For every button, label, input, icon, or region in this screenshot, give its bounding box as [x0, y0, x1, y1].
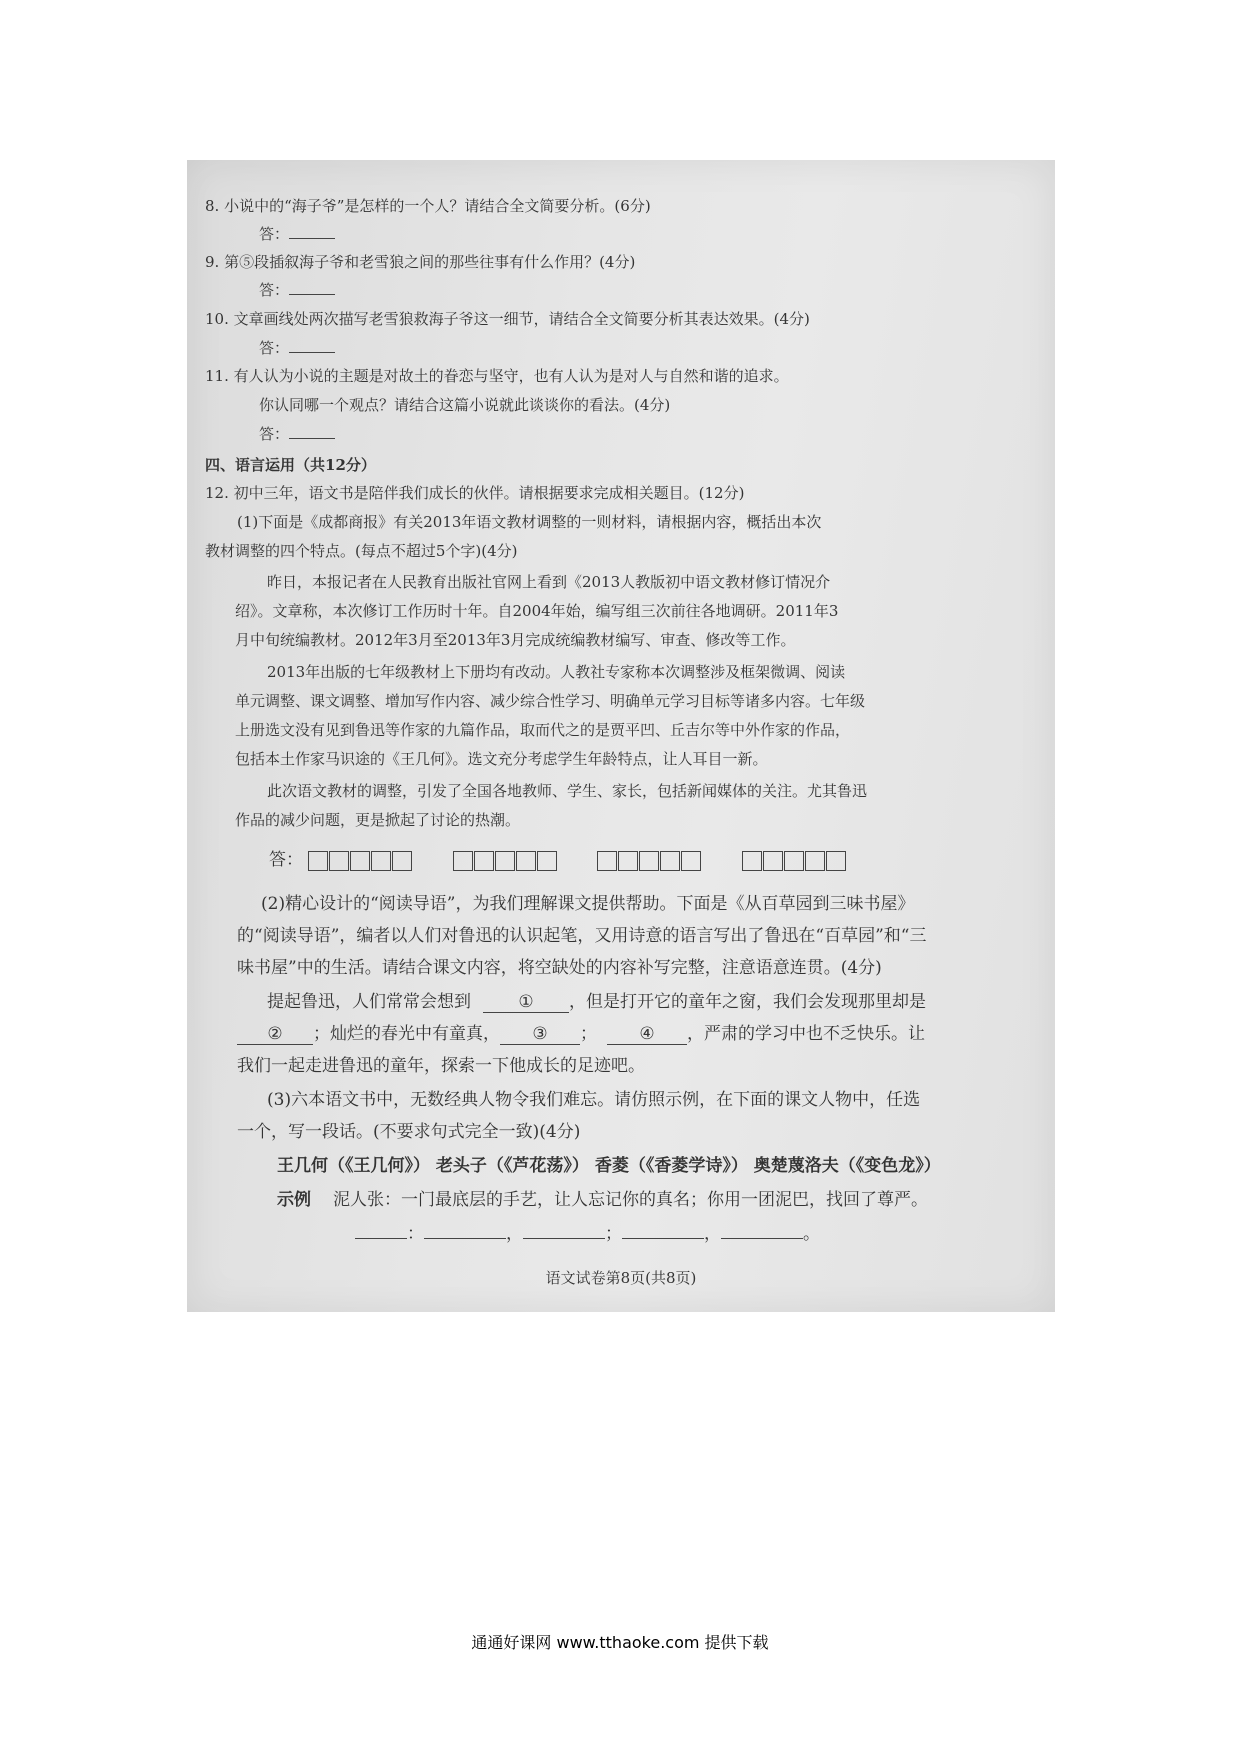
question-12-1-cont: 教材调整的四个特点。(每点不超过5个字)(4分): [205, 542, 518, 560]
answer-box-group-4[interactable]: [742, 849, 847, 873]
fill-line-3: 我们一起走进鲁迅的童年，探索一下他成长的足迹吧。: [237, 1056, 645, 1076]
question-12-3: (3)六本语文书中，无数经典人物令我们难忘。请仿照示例，在下面的课文人物中，任选: [267, 1090, 921, 1110]
question-10: 10. 文章画线处两次描写老雪狼救海子爷这一细节，请结合全文简要分析其表达效果。(4分): [205, 310, 810, 328]
answer-label: 答：: [269, 850, 303, 870]
question-12-2-cont-2: 味书屋”中的生活。请结合课文内容，将空缺处的内容补写完整，注意语意连贯。(4分): [237, 958, 882, 978]
passage-p2-a: 2013年出版的七年级教材上下册均有改动。人教社专家称本次调整涉及框架微调、阅读: [267, 663, 846, 681]
question-11: 11. 有人认为小说的主题是对故土的眷恋与坚守，也有人认为是对人与自然和谐的追求。: [205, 367, 789, 385]
answer-blank-5[interactable]: [721, 1224, 803, 1239]
answer-box-group-1[interactable]: [308, 849, 413, 873]
answer-blank-2[interactable]: [424, 1224, 506, 1239]
passage-p3-b: 作品的减少问题，更是掀起了讨论的热潮。: [235, 811, 521, 829]
answer-line-8: 答：: [259, 224, 335, 244]
answer-line-11: 答：: [259, 424, 335, 444]
question-12: 12. 初中三年，语文书是陪伴我们成长的伙伴。请根据要求完成相关题目。(12分): [205, 484, 745, 502]
fill-line-2: ② ；灿烂的春光中有童真， ③ ； ④ ，严肃的学习中也不乏快乐。让: [237, 1022, 925, 1046]
blank-3[interactable]: ③: [500, 1024, 580, 1045]
download-footer: 通通好课网 www.tthaoke.com 提供下载: [471, 1633, 769, 1652]
answer-boxes-row: [269, 848, 847, 873]
fill-line-1: 提起鲁迅，人们常常会想到 ① ，但是打开它的童年之窗，我们会发现那里却是: [267, 992, 926, 1012]
question-12-1: (1)下面是《成都商报》有关2013年语文教材调整的一则材料，请根据内容，概括出本次: [237, 513, 822, 531]
example-row: [277, 1188, 928, 1212]
example-label: 示例: [277, 1190, 311, 1210]
exam-page-photo: [187, 160, 1055, 1312]
answer-blank-3[interactable]: [523, 1224, 605, 1239]
answer-box-group-3[interactable]: [597, 849, 702, 873]
passage-p1-b: 绍》。文章称，本次修订工作历时十年。自2004年始，编写组三次前往各地调研。2011年3: [235, 602, 839, 620]
answer-blank-4[interactable]: [622, 1224, 704, 1239]
passage-p2-c: 上册选文没有见到鲁迅等作家的九篇作品，取而代之的是贾平凹、丘吉尔等中外作家的作品，: [235, 721, 851, 739]
blank-4[interactable]: ④: [607, 1024, 687, 1045]
answer-blank-name[interactable]: [355, 1224, 407, 1239]
example-text: 泥人张：一门最底层的手艺，让人忘记你的真名；你用一团泥巴，找回了尊严。: [333, 1190, 928, 1210]
question-12-2: (2)精心设计的“阅读导语”，为我们理解课文提供帮助。下面是《从百草园到三味书屋》: [261, 894, 915, 914]
passage-p3-a: 此次语文教材的调整，引发了全国各地教师、学生、家长，包括新闻媒体的关注。尤其鲁迅: [267, 782, 868, 800]
page-number: 语文试卷第8页(共8页): [545, 1269, 697, 1287]
section-4-heading: 四、语言运用（共12分）: [205, 456, 376, 474]
character-list: 王几何（《王几何》） 老头子（《芦花荡》） 香菱（《香菱学诗》） 奥楚蔑洛夫（《变色龙》）: [277, 1156, 941, 1176]
question-12-2-cont-1: 的“阅读导语”，编者以人们对鲁迅的认识起笔，又用诗意的语言写出了鲁迅在“百草园”和“三: [237, 926, 927, 946]
passage-p2-d: 包括本土作家马识途的《王几何》。选文充分考虑学生年龄特点，让人耳目一新。: [235, 750, 768, 768]
passage-p2-b: 单元调整、课文调整、增加写作内容、减少综合性学习、明确单元学习目标等诸多内容。七年级: [235, 692, 866, 710]
answer-box-group-2[interactable]: [453, 849, 558, 873]
question-11-cont: 你认同哪一个观点？请结合这篇小说就此谈谈你的看法。(4分): [259, 396, 671, 414]
student-answer-line: ： ， ； ， 。: [355, 1222, 820, 1246]
answer-line-10: 答：: [259, 338, 335, 358]
question-8: 8. 小说中的“海子爷”是怎样的一个人？请结合全文简要分析。(6分): [205, 197, 651, 215]
question-12-3-cont: 一个，写一段话。(不要求句式完全一致)(4分): [237, 1122, 581, 1142]
passage-p1-c: 月中旬统编教材。2012年3月至2013年3月完成统编教材编写、审查、修改等工作。: [235, 631, 796, 649]
question-9: 9. 第⑤段插叙海子爷和老雪狼之间的那些往事有什么作用？(4分): [205, 253, 636, 271]
passage-p1-a: 昨日，本报记者在人民教育出版社官网上看到《2013人教版初中语文教材修订情况介: [267, 573, 831, 591]
answer-line-9: 答：: [259, 280, 335, 300]
blank-1[interactable]: ①: [483, 992, 569, 1013]
blank-2[interactable]: ②: [237, 1024, 313, 1045]
